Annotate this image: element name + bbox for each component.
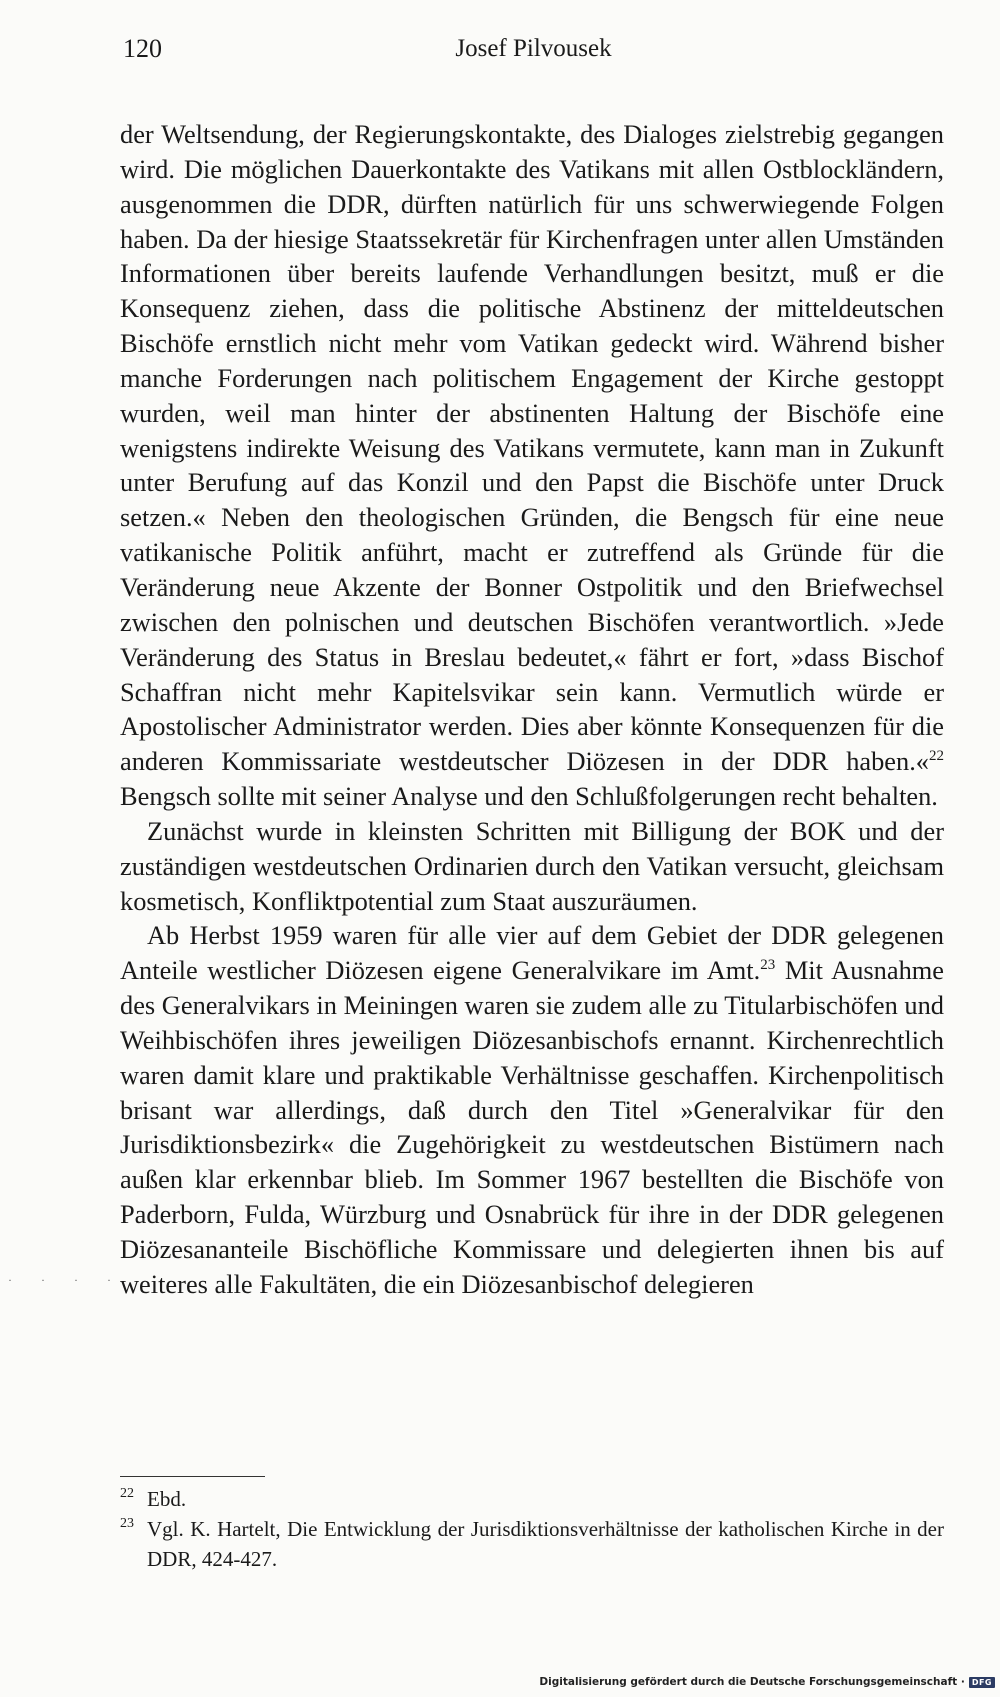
paragraph-3-tail: Mit Ausnahme des Generalvikars in Meiningen waren sie zudem alle zu Titularbischöfen und Weihbischöfen ihres jeweiligen Diözesanbischofs ernannt. Kirchenrechtlich waren damit klare und praktikable Verhältnisse geschaffen. Kirchenpolitisch brisant war allerdings, daß durch den Titel »Generalvikar für den Jurisdiktionsbezirk« die Zugehörigkeit zu westdeutschen Bistümern nach außen klar erkennbar blieb. Im Sommer 1967 bestellten die Bischöfe von Paderborn, Fulda, Würzburg und Osnabrück für ihre in der DDR gelegenen Diözesananteile Bischöfliche Kommissare und delegierten ihnen bis auf weiteres alle Fakultäten, die ein Diözesanbischof delegieren	[120, 955, 944, 1299]
footnote-text: Ebd.	[147, 1487, 187, 1511]
footnote-number: 23	[120, 1516, 134, 1531]
running-header	[123, 34, 944, 70]
paragraph-1-text: der Weltsendung, der Regierungskontakte, des Dialoges zielstrebig gegangen wird. Die möglichen Dauerkontakte des Vatikans mit allen Ostblockländern, ausgenommen die DDR, dürften natürlich für uns schwerwiegende Folgen haben. Da der hiesige Staatssekretär für Kirchenfragen unter allen Umständen Informationen über bereits laufende Verhandlungen besitzt, muß er die Konsequenz ziehen, dass die politische Abstinenz der mitteldeutschen Bischöfe ernstlich nicht mehr vom Vatikan gedeckt wird. Während bisher manche Forderungen nach politischem Engagement der Kirche gestoppt wurden, weil man hinter der abstinenten Haltung der Bischöfe eine wenigstens indirekte Weisung des Vatikans vermutete, kann man in Zukunft unter Berufung auf das Konzil und den Papst die Bischöfe unter Druck setzen.« Neben den theologischen Gründen, die Bengsch für eine neue vatikanische Politik anführt, macht er zutreffend als Gründe für die Veränderung neue Akzente der Bonner Ostpolitik und den Briefwechsel zwischen den polnischen und deutschen Bischöfen verantwortlich. »Jede Veränderung des Status in Breslau bedeutet,« fährt er fort, »dass Bischof Schaffran nicht mehr Kapitelsvikar sein kann. Vermutlich würde er Apostolischer Administrator werden. Dies aber könnte Konsequenzen für die anderen Kommissariate westdeutscher Diözesen in der DDR haben.«	[120, 119, 944, 777]
footnote-text: Vgl. K. Hartelt, Die Entwicklung der Jurisdiktionsverhältnisse der katholischen Kirche in der DDR, 424-427.	[147, 1517, 944, 1571]
paragraph-3-text: Ab Herbst 1959 waren für alle vier auf dem Gebiet der DDR gelegenen Anteile westlicher Diözesen eigene Generalvikare im Amt.	[120, 920, 944, 986]
footnote-number: 22	[120, 1486, 134, 1501]
footnotes	[120, 1484, 944, 1574]
paragraph-1-tail: Bengsch sollte mit seiner Analyse und den Schlußfolgerungen recht behalten.	[120, 781, 938, 812]
footnote-ref-22[interactable]: 22	[929, 748, 944, 765]
footnote-divider	[120, 1476, 265, 1477]
paragraph-1	[120, 117, 944, 814]
footnote-23	[120, 1514, 944, 1574]
credit-text: Digitalisierung gefördert durch die Deutsche Forschungsgemeinschaft ·	[539, 1676, 965, 1688]
margin-marks: · · · ·	[8, 1273, 124, 1287]
digitization-credit	[539, 1676, 995, 1688]
paragraph-2: Zunächst wurde in kleinsten Schritten mit Billigung der BOK und der zuständigen westdeutschen Ordinarien durch den Vatikan versucht, gleichsam kosmetisch, Konfliktpotential zum Staat auszuräumen.	[120, 815, 944, 916]
footnote-22	[120, 1484, 944, 1514]
main-text	[120, 117, 944, 1302]
page-number: 120	[123, 34, 162, 63]
dfg-logo-icon: DFG	[969, 1677, 995, 1688]
footnote-ref-23[interactable]: 23	[760, 957, 776, 974]
running-title: Josef Pilvousek	[455, 35, 612, 62]
paragraph-3	[120, 918, 944, 1301]
